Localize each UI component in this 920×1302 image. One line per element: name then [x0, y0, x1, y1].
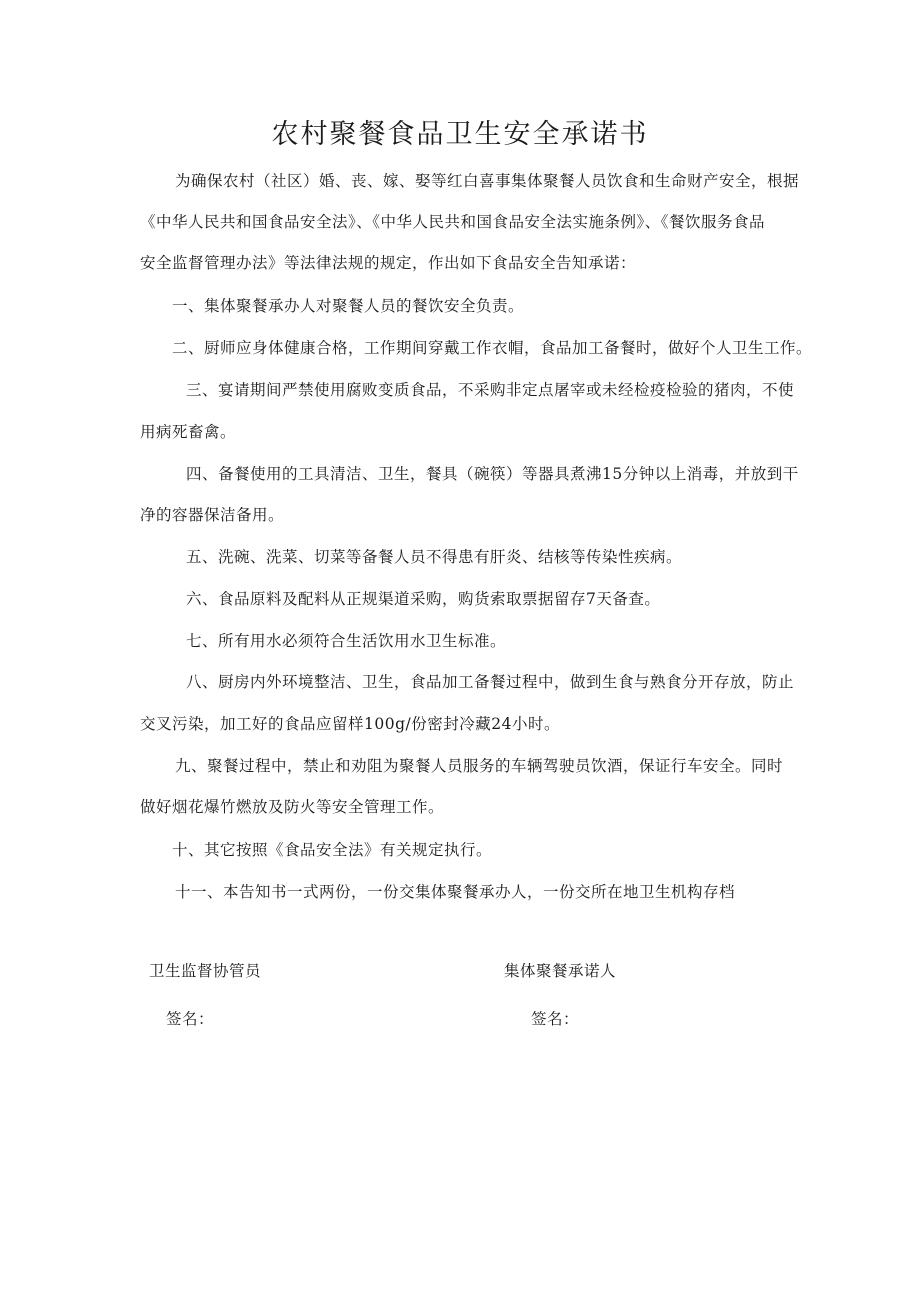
signature-right-role: 集体聚餐承诺人 [504, 962, 617, 980]
clause-11: 十一、本告知书一式两份，一份交集体聚餐承办人，一份交所在地卫生机构存档 [175, 883, 736, 901]
clause-1: 一、集体聚餐承办人对聚餐人员的餐饮安全负责。 [172, 297, 525, 315]
clause-10: 十、其它按照《食品安全法》有关规定执行。 [172, 841, 493, 859]
intro-line-1: 为确保农村（社区）婚、丧、嫁、娶等红白喜事集体聚餐人员饮食和生命财产安全，根据 [175, 172, 800, 190]
intro-line-2: 《中华人民共和国食品安全法》、《中华人民共和国食品安全法实施条例》、《餐饮服务食品 [140, 213, 766, 231]
clause-4-line-1: 四、备餐使用的工具清洁、卫生，餐具（碗筷）等器具煮沸15分钟以上消毒，并放到干 [186, 465, 799, 483]
clause-4-line-2: 净的容器保洁备用。 [140, 506, 285, 524]
signature-left-role: 卫生监督协管员 [149, 962, 262, 980]
clause-9-line-2: 做好烟花爆竹燃放及防火等安全管理工作。 [140, 798, 445, 816]
clause-7: 七、所有用水必须符合生活饮用水卫生标准。 [186, 632, 507, 650]
clause-8-line-2: 交叉污染，加工好的食品应留样100g/份密封冷藏24小时。 [140, 715, 560, 733]
clause-9-line-1: 九、聚餐过程中，禁止和劝阻为聚餐人员服务的车辆驾驶员饮酒，保证行车安全。同时 [175, 757, 784, 775]
clause-8-line-1: 八、厨房内外环境整洁、卫生，食品加工备餐过程中，做到生食与熟食分开存放，防止 [186, 673, 795, 691]
document-title: 农村聚餐食品卫生安全承诺书 [271, 119, 649, 150]
clause-3-line-2: 用病死畜禽。 [140, 423, 237, 441]
clause-2: 二、厨师应身体健康合格，工作期间穿戴工作衣帽，食品加工备餐时，做好个人卫生工作。 [172, 339, 813, 357]
clause-3-line-1: 三、宴请期间严禁使用腐败变质食品，不采购非定点屠宰或未经检疫检验的猪肉，不使 [186, 381, 795, 399]
intro-line-3: 安全监督管理办法》等法律法规的规定，作出如下食品安全告知承诺： [140, 254, 637, 272]
signature-left-sign: 签名： [166, 1010, 215, 1028]
clause-6: 六、食品原料及配料从正规渠道采购，购货索取票据留存7天备查。 [186, 590, 661, 608]
signature-right-sign: 签名： [531, 1010, 580, 1028]
clause-5: 五、洗碗、洗菜、切菜等备餐人员不得患有肝炎、结核等传染性疾病。 [186, 548, 683, 566]
